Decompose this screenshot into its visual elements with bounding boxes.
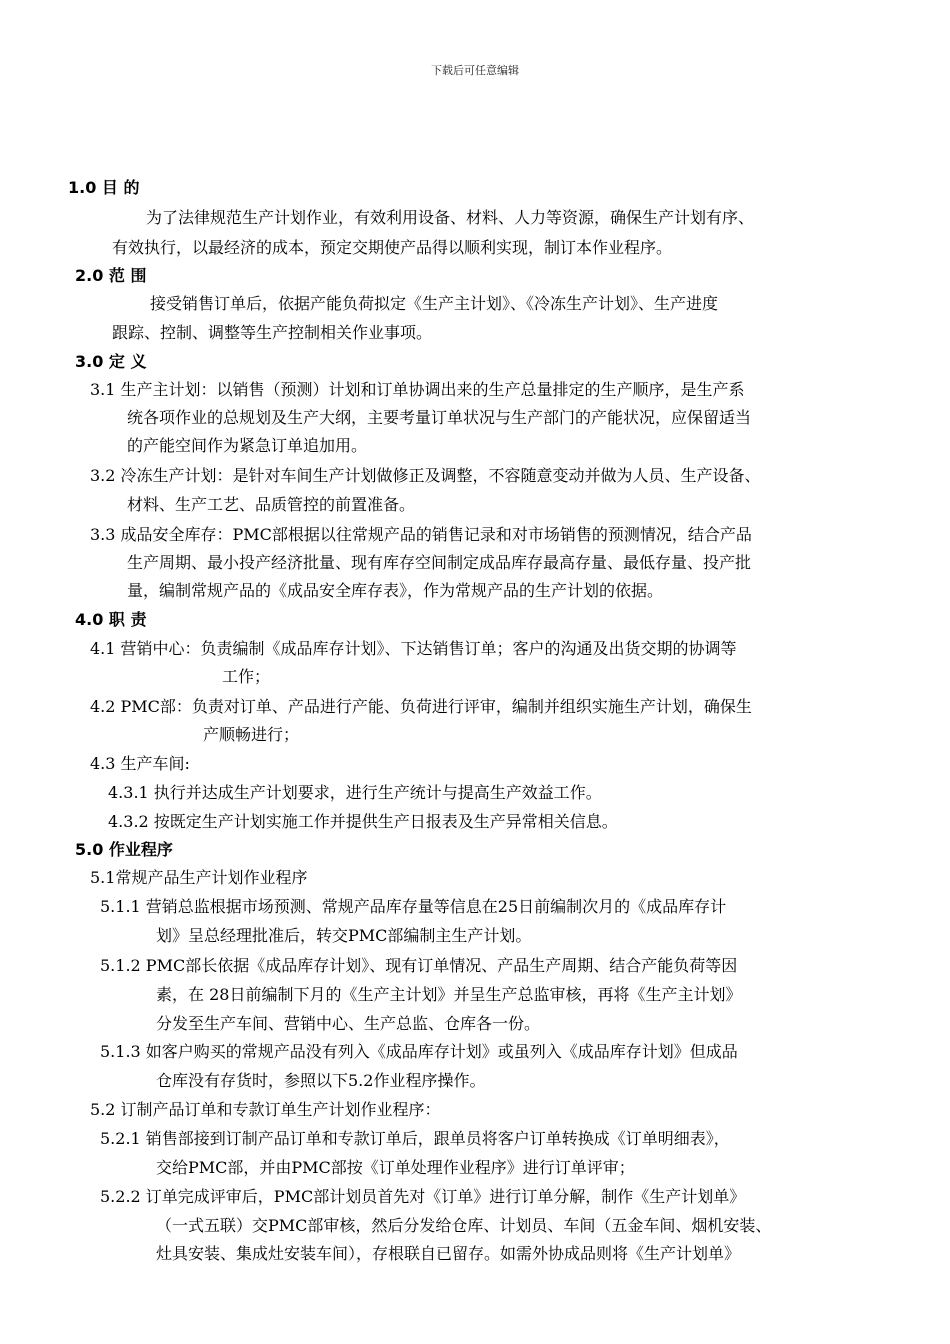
section-heading-duty: 4.0 职 责 (75, 610, 147, 629)
paragraph-line: 跟踪、控制、调整等生产控制相关作业事项。 (112, 323, 433, 342)
list-item-line: 4.3.1 执行并达成生产计划要求，进行生产统计与提高生产效益工作。 (108, 783, 602, 802)
list-item-line: 产顺畅进行； (203, 725, 300, 744)
list-item-line: 5.1.3 如客户购买的常规产品没有列入《成品库存计划》或虽列入《成品库存计划》但成品 (100, 1042, 738, 1061)
list-item-line: 4.2 PMC部：负责对订单、产品进行产能、负荷进行评审，编制并组织实施生产计划，确保生 (90, 697, 752, 716)
list-item-line: （一式五联）交PMC部审核，然后分发给仓库、计划员、车间（五金车间、烟机安装、 (156, 1216, 772, 1235)
list-item-line: 统各项作业的总规划及生产大纲，主要考量订单状况与生产部门的产能状况，应保留适当 (127, 408, 752, 427)
list-item-line: 交给PMC部，并由PMC部按《订单处理作业程序》进行订单评审； (156, 1158, 635, 1177)
list-item-line: 4.3.2 按既定生产计划实施工作并提供生产日报表及生产异常相关信息。 (108, 812, 618, 831)
list-item-line: 的产能空间作为紧急订单追加用。 (127, 436, 368, 455)
subsection-heading: 5.2 订制产品订单和专款订单生产计划作业程序： (90, 1100, 441, 1119)
paragraph-line: 接受销售订单后，依据产能负荷拟定《生产主计划》、《冷冻生产计划》、生产进度 (150, 294, 719, 313)
paragraph-line: 为了法律规范生产计划作业，有效利用设备、材料、人力等资源，确保生产计划有序、 (146, 208, 755, 227)
list-item-line: 3.1 生产主计划：以销售（预测）计划和订单协调出来的生产总量排定的生产顺序，是生产系 (90, 380, 745, 399)
section-heading-purpose: 1.0 目 的 (68, 178, 140, 197)
list-item-line: 量，编制常规产品的《成品安全库存表》，作为常规产品的生产计划的依据。 (127, 581, 664, 600)
list-item-line: 5.1.2 PMC部长依据《成品库存计划》、现有订单情况、产品生产周期、结合产能负荷等因 (100, 956, 738, 975)
subsection-heading: 5.1常规产品生产计划作业程序 (90, 868, 308, 887)
section-heading-scope: 2.0 范 围 (75, 266, 147, 285)
list-item-line: 5.2.1 销售部接到订制产品订单和专款订单后，跟单员将客户订单转换成《订单明细表》， (100, 1129, 730, 1148)
list-item-line: 分发至生产车间、营销中心、生产总监、仓库各一份。 (156, 1014, 541, 1033)
list-item-line: 灶具安装、集成灶安装车间），存根联自已留存。如需外协成品则将《生产计划单》 (156, 1244, 741, 1263)
list-item-line: 3.2 冷冻生产计划：是针对车间生产计划做修正及调整，不容随意变动并做为人员、生产设备、 (90, 466, 761, 485)
list-item-line: 划》呈总经理批准后，转交PMC部编制主生产计划。 (156, 926, 532, 945)
list-item-line: 素，在 28日前编制下月的《生产主计划》并呈生产总监审核，再将《生产主计划》 (156, 985, 742, 1004)
list-item-line: 4.1 营销中心：负责编制《成品库存计划》、下达销售订单；客户的沟通及出货交期的协调等 (90, 639, 737, 658)
list-item-line: 5.2.2 订单完成评审后，PMC部计划员首先对《订单》进行订单分解，制作《生产计划单》 (100, 1187, 746, 1206)
section-heading-procedure: 5.0 作业程序 (75, 840, 173, 859)
list-item-line: 5.1.1 营销总监根据市场预测、常规产品库存量等信息在25日前编制次月的《成品库存计 (100, 897, 727, 916)
list-item-line: 材料、生产工艺、品质管控的前置准备。 (127, 495, 416, 514)
paragraph-line: 有效执行，以最经济的成本，预定交期使产品得以顺利实现，制订本作业程序。 (112, 238, 673, 257)
list-item-line: 生产周期、最小投产经济批量、现有库存空间制定成品库存最高存量、最低存量、投产批 (127, 553, 752, 572)
list-item-line: 3.3 成品安全库存：PMC部根据以往常规产品的销售记录和对市场销售的预测情况，结合产品 (90, 525, 752, 544)
header-note: 下载后可任意编辑 (431, 64, 519, 77)
section-heading-definition: 3.0 定 义 (75, 352, 147, 371)
list-item-line: 4.3 生产车间: (90, 754, 190, 773)
list-item-line: 仓库没有存货时，参照以下5.2作业程序操作。 (156, 1071, 486, 1090)
list-item-line: 工作； (222, 667, 271, 686)
